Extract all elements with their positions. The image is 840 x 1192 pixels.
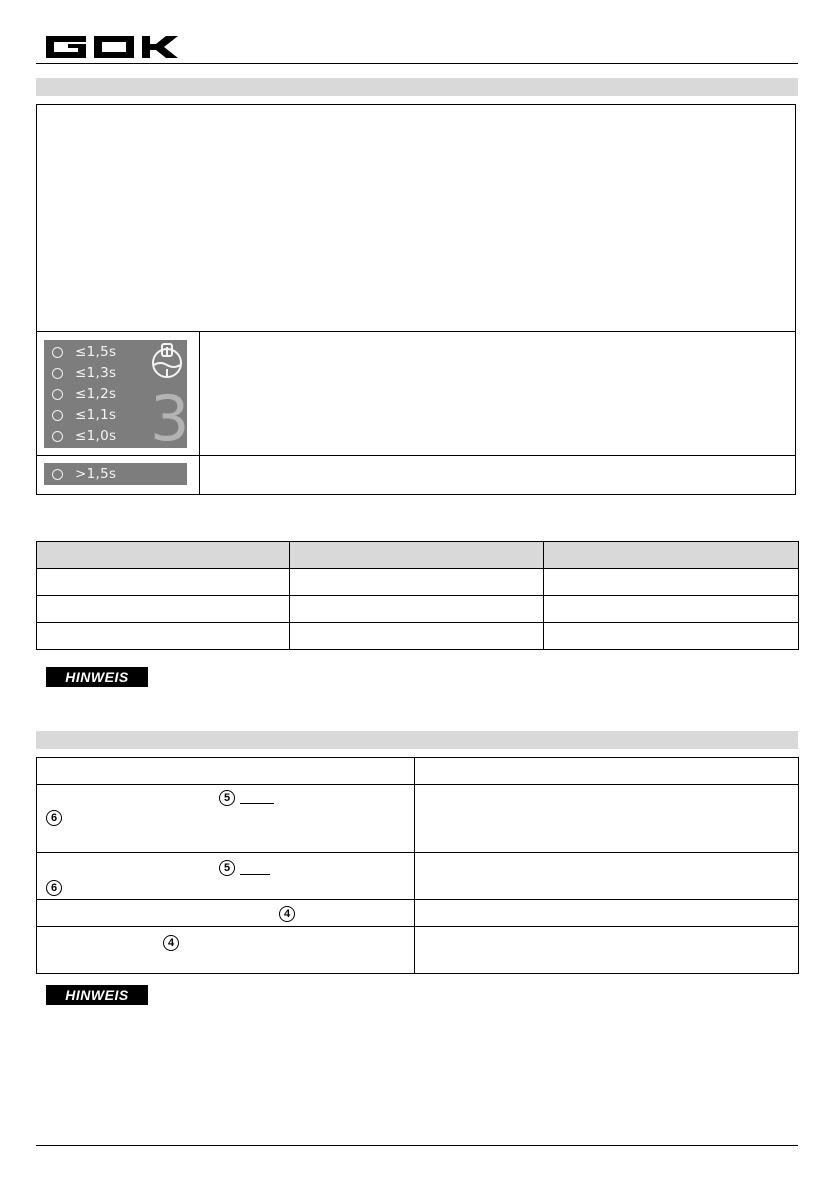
table-cell xyxy=(415,927,799,974)
table-cell xyxy=(544,623,799,650)
table-cell xyxy=(415,853,799,900)
table-row xyxy=(37,785,799,853)
led-row xyxy=(52,426,116,446)
reference-marker-5: 5 xyxy=(219,860,235,876)
table-cell xyxy=(415,900,799,927)
footer-rule xyxy=(36,1145,798,1146)
table-header-cell xyxy=(37,758,415,785)
table-header-cell xyxy=(544,542,799,569)
table-header-cell xyxy=(290,542,544,569)
reference-marker-5: 5 xyxy=(219,790,235,806)
led-label: ≤1,3s xyxy=(75,365,117,381)
hinweis-badge: HINWEIS xyxy=(46,667,148,687)
step-digit: 3 xyxy=(150,382,190,455)
table-cell xyxy=(37,596,290,623)
led-label: ≤1,2s xyxy=(75,386,117,402)
led-row xyxy=(52,363,116,383)
section-heading-bar xyxy=(36,731,798,749)
led-label: ≤1,0s xyxy=(75,428,117,444)
reference-marker-6: 6 xyxy=(46,810,62,826)
hinweis-badge: HINWEIS xyxy=(46,985,148,1005)
table-row xyxy=(37,623,799,650)
table-cell xyxy=(37,623,290,650)
table-cell xyxy=(415,785,799,853)
reference-marker-4: 4 xyxy=(163,935,179,951)
table-cell xyxy=(37,900,415,927)
led-display-overflow xyxy=(44,463,187,485)
reference-marker-6: 6 xyxy=(46,880,62,896)
table-cell xyxy=(290,623,544,650)
box-column-divider xyxy=(199,331,200,494)
box-divider xyxy=(37,455,795,456)
led-label: ≤1,1s xyxy=(75,407,117,423)
table-row xyxy=(37,927,799,974)
underline-mark xyxy=(240,803,274,804)
table-header-cell xyxy=(415,758,799,785)
table-header-row xyxy=(37,758,799,785)
table-cell xyxy=(544,569,799,596)
section-heading-bar xyxy=(36,78,798,96)
led-row xyxy=(52,384,116,404)
data-table xyxy=(36,541,799,650)
header-rule xyxy=(36,63,798,64)
led-display-panel xyxy=(44,340,190,455)
table-row xyxy=(37,596,799,623)
led-indicator xyxy=(52,410,63,421)
table-cell xyxy=(544,596,799,623)
troubleshooting-table xyxy=(36,757,799,974)
led-indicator xyxy=(52,389,63,400)
table-cell xyxy=(290,569,544,596)
reference-marker-4: 4 xyxy=(279,906,295,922)
valve-tank-icon xyxy=(150,343,184,383)
led-label: ≤1,5s xyxy=(75,344,117,360)
led-indicator xyxy=(52,347,63,358)
underline-mark xyxy=(240,874,270,875)
table-row xyxy=(37,900,799,927)
led-indicator xyxy=(52,368,63,379)
table-cell xyxy=(37,569,290,596)
table-row xyxy=(37,569,799,596)
table-row xyxy=(37,853,799,900)
box-divider xyxy=(37,331,795,332)
led-indicator xyxy=(52,469,63,480)
led-row xyxy=(52,464,116,484)
gok-logo xyxy=(44,34,194,60)
table-header-cell xyxy=(37,542,290,569)
led-indicator xyxy=(52,431,63,442)
table-cell xyxy=(37,927,415,974)
led-label: >1,5s xyxy=(75,466,117,482)
led-row xyxy=(52,342,116,362)
table-cell xyxy=(290,596,544,623)
led-row xyxy=(52,405,116,425)
table-header-row xyxy=(37,542,799,569)
